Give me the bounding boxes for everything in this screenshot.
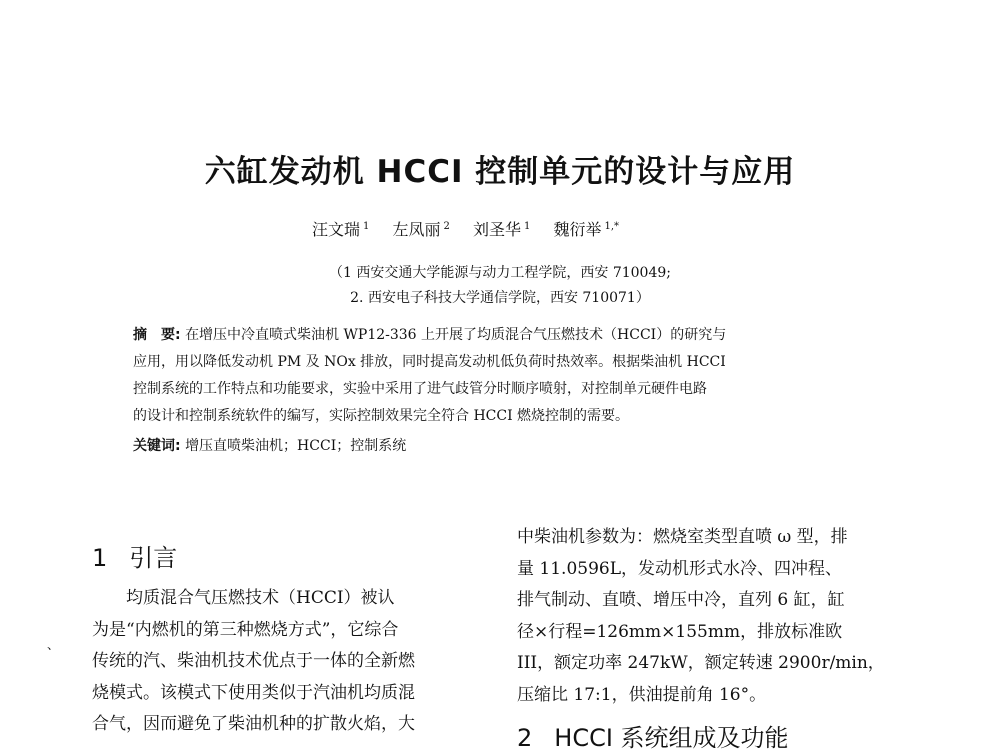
margin-mark: 、 bbox=[47, 638, 60, 652]
paper-title: 六缸发动机 HCCI 控制单元的设计与应用 bbox=[204, 154, 796, 190]
text-line: 为是“内燃机的第三种燃烧方式”，它综合 bbox=[92, 619, 399, 640]
author-affiliation-mark: 1 bbox=[363, 220, 370, 232]
author-name: 刘圣华 bbox=[472, 220, 521, 239]
author-name: 左凤丽 bbox=[392, 220, 441, 239]
keywords bbox=[133, 435, 406, 455]
keywords-text: 增压直喷柴油机；HCCI；控制系统 bbox=[185, 438, 407, 454]
author bbox=[312, 220, 369, 239]
text-line: 径×行程=126mm×155mm，排放标准欧 bbox=[517, 621, 843, 642]
author-affiliation-mark: 2 bbox=[443, 220, 450, 232]
abstract-line: 应用，用以降低发动机 PM 及 NOx 排放，同时提高发动机低负荷时热效率。根据柴油机 HCCI bbox=[133, 354, 726, 370]
text-line: 合气，因而避免了柴油机种的扩散火焰，大 bbox=[92, 714, 415, 734]
section-number: 2 bbox=[517, 724, 533, 752]
affiliation-line: 2. 西安电子科技大学通信学院，西安 710071） bbox=[350, 290, 650, 306]
section-heading-hcci-system bbox=[517, 718, 789, 753]
text-line: 量 11.0596L，发动机形式水冷、四冲程、 bbox=[517, 558, 842, 579]
author-name: 汪文瑞 bbox=[312, 220, 361, 239]
keywords-label: 关键词: bbox=[133, 438, 181, 454]
affiliation-line: （1 西安交通大学能源与动力工程学院，西安 710049; bbox=[329, 265, 671, 281]
text-line: 中柴油机参数为：燃烧室类型直喷 ω 型，排 bbox=[517, 527, 848, 547]
author-name: 魏衍举 bbox=[553, 220, 602, 239]
text-line: III，额定功率 247kW，额定转速 2900r/min， bbox=[517, 653, 885, 673]
abstract-line bbox=[133, 322, 855, 349]
author bbox=[392, 220, 449, 239]
author bbox=[553, 220, 619, 239]
text-line: 排气制动、直喷、增压中冷，直列 6 缸，缸 bbox=[517, 590, 845, 610]
abstract bbox=[133, 322, 855, 430]
abstract-line: 的设计和控制系统软件的编写，实际控制效果完全符合 HCCI 燃烧控制的需要。 bbox=[133, 408, 630, 424]
abstract-label: 摘 要: bbox=[133, 327, 181, 343]
author-list bbox=[312, 217, 637, 240]
abstract-text: 在增压中冷直喷式柴油机 WP12-336 上开展了均质混合气压燃技术（HCCI）的研究与 bbox=[185, 327, 727, 343]
author-affiliation-mark: 1,* bbox=[604, 220, 620, 232]
section-number: 1 bbox=[92, 544, 108, 572]
section-heading-introduction bbox=[92, 538, 177, 573]
author-affiliation-mark: 1 bbox=[523, 220, 531, 232]
text-line: 压缩比 17:1，供油提前角 16°。 bbox=[517, 684, 767, 705]
abstract-line: 控制系统的工作特点和功能要求，实验中采用了进气歧管分时顺序喷射，对控制单元硬件电路 bbox=[133, 381, 707, 397]
text-line: 均质混合气压燃技术（HCCI）被认 bbox=[92, 588, 395, 608]
left-column-text bbox=[92, 583, 482, 741]
text-line: 传统的汽、柴油机技术优点于一体的全新燃 bbox=[92, 651, 415, 671]
right-column-text bbox=[517, 522, 917, 711]
section-title: HCCI 系统组成及功能 bbox=[554, 724, 789, 752]
author bbox=[473, 220, 530, 239]
section-title: 引言 bbox=[129, 544, 178, 572]
text-line: 烧模式。该模式下使用类似于汽油机均质混 bbox=[92, 682, 415, 703]
